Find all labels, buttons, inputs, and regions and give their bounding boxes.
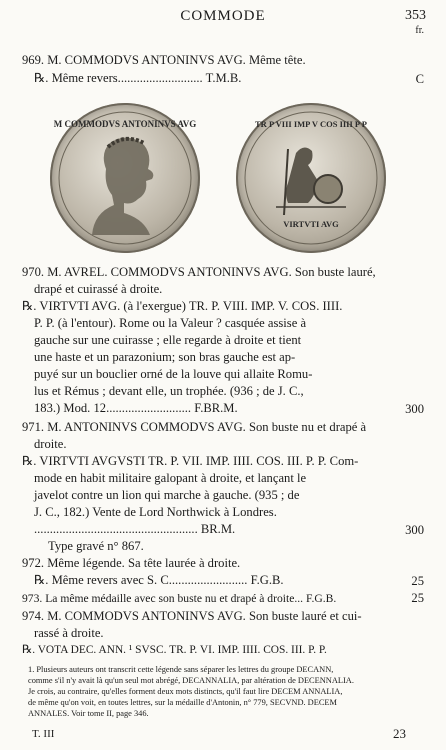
entry-970-line: drapé et cuirassé à droite.: [34, 282, 163, 296]
page-number: 353: [405, 8, 426, 23]
entry-971-type-note: Type gravé n° 867.: [48, 539, 144, 553]
entry-970-line: gauche sur une cuirasse ; elle regarde à droite et tient: [34, 333, 302, 347]
coin-reverse-image: [236, 103, 386, 253]
entry-974-line: rassé à droite.: [34, 626, 104, 640]
signature-mark: 23: [393, 726, 406, 741]
entry-973-price: 25: [411, 591, 424, 605]
reverse-legend: TR P VIII IMP V COS IIII P P: [255, 119, 367, 129]
entry-974-line: ℞. VOTA DEC. ANN. ¹ SVSC. TR. P. VI. IMP. IIII. COS. III. P. P.: [22, 644, 327, 656]
entry-971-line: droite.: [34, 437, 67, 451]
entry-971-price: 300: [405, 523, 424, 537]
entry-970-line: ℞. VIRTVTI AVG. (à l'exergue) TR. P. VIII. IMP. V. COS. IIII.: [22, 299, 343, 313]
footnote-line: ANNALES. Voir tome II, page 346.: [28, 709, 149, 718]
entry-970-line: lus et Rémus ; devant elle, un trophée. (936 ; de J. C.,: [34, 384, 304, 398]
tome-marker: T. III: [32, 728, 55, 740]
entry-971-line: ℞. VIRTVTI AVGVSTI TR. P. VII. IMP. IIII. COS. III. P. P. Com-: [22, 454, 359, 468]
entry-970-line: 183.) Mod. 12........................... F.BR.M.: [34, 401, 238, 415]
entry-972-line: 972. Même légende. Sa tête laurée à droite.: [22, 556, 241, 570]
coin-obverse-image: [50, 103, 200, 253]
footnote-line: de même qu'on voit, en toutes lettres, sur la médaille d'Antonin, n° 779, SECVND. DECEM: [28, 698, 337, 707]
commodus-bust-icon: [50, 103, 200, 253]
obverse-legend: M COMMODVS ANTONINVS AVG: [53, 119, 197, 129]
running-head: COMMODE: [180, 8, 266, 24]
entry-971-line: javelot contre un lion qui marche à gauche. (935 ; de: [34, 488, 300, 502]
entry-969-revers: ℞. Même revers........................... T.M.B.: [34, 71, 242, 85]
entry-970-line: puyé sur un bouclier orné de la louve qui allaite Romu-: [34, 367, 313, 381]
footnote-line: 1. Plusieurs auteurs ont transcrit cette légende sans séparer les lettres du groupe DECANN,: [28, 665, 334, 674]
entry-971-line: J. C., 182.) Vente de Lord Northwick à Londres.: [34, 505, 277, 519]
seated-virtus-icon: [236, 103, 386, 253]
fr-marker: fr.: [415, 25, 424, 36]
entry-974-line: 974. M. COMMODVS ANTONINVS AVG. Son buste lauré et cui-: [22, 609, 362, 623]
entry-970-line: une haste et un parazonium; son bras gauche est ap-: [34, 350, 296, 364]
entry-971-line: 971. M. ANTONINVS COMMODVS AVG. Son buste nu et drapé à: [22, 420, 367, 434]
entry-969-price: C: [415, 72, 424, 86]
entry-970-line: P. P. (à l'entour). Rome ou la Valeur ? casquée assise à: [34, 316, 307, 330]
entry-971-line: mode en habit militaire galopant à droite, et lançant le: [34, 471, 307, 485]
entry-972-revers: ℞. Même revers avec S. C......................... F.G.B.: [34, 573, 284, 587]
entry-969-line: 969. M. COMMODVS ANTONINVS AVG. Même tête.: [22, 53, 306, 67]
entry-970-line: 970. M. AVREL. COMMODVS ANTONINVS AVG. Son buste lauré,: [22, 265, 376, 279]
entry-973-line: 973. La même médaille avec son buste nu et drapé à droite... F.G.B.: [22, 592, 337, 605]
footnote-line: comme s'il n'y avait là qu'un seul mot abrégé, DECANNALIA, par altération de DECENNALIA.: [28, 676, 354, 685]
reverse-exergue: VIRTVTI AVG: [283, 219, 339, 229]
entry-971-line: .................................................... BR.M.: [34, 522, 236, 536]
entry-972-price: 25: [411, 574, 424, 588]
footnote-line: Je crois, au contraire, qu'elles forment deux mots distincts, qu'il faut lire DECEM ANNALIA,: [28, 687, 343, 696]
entry-970-price: 300: [405, 402, 424, 416]
